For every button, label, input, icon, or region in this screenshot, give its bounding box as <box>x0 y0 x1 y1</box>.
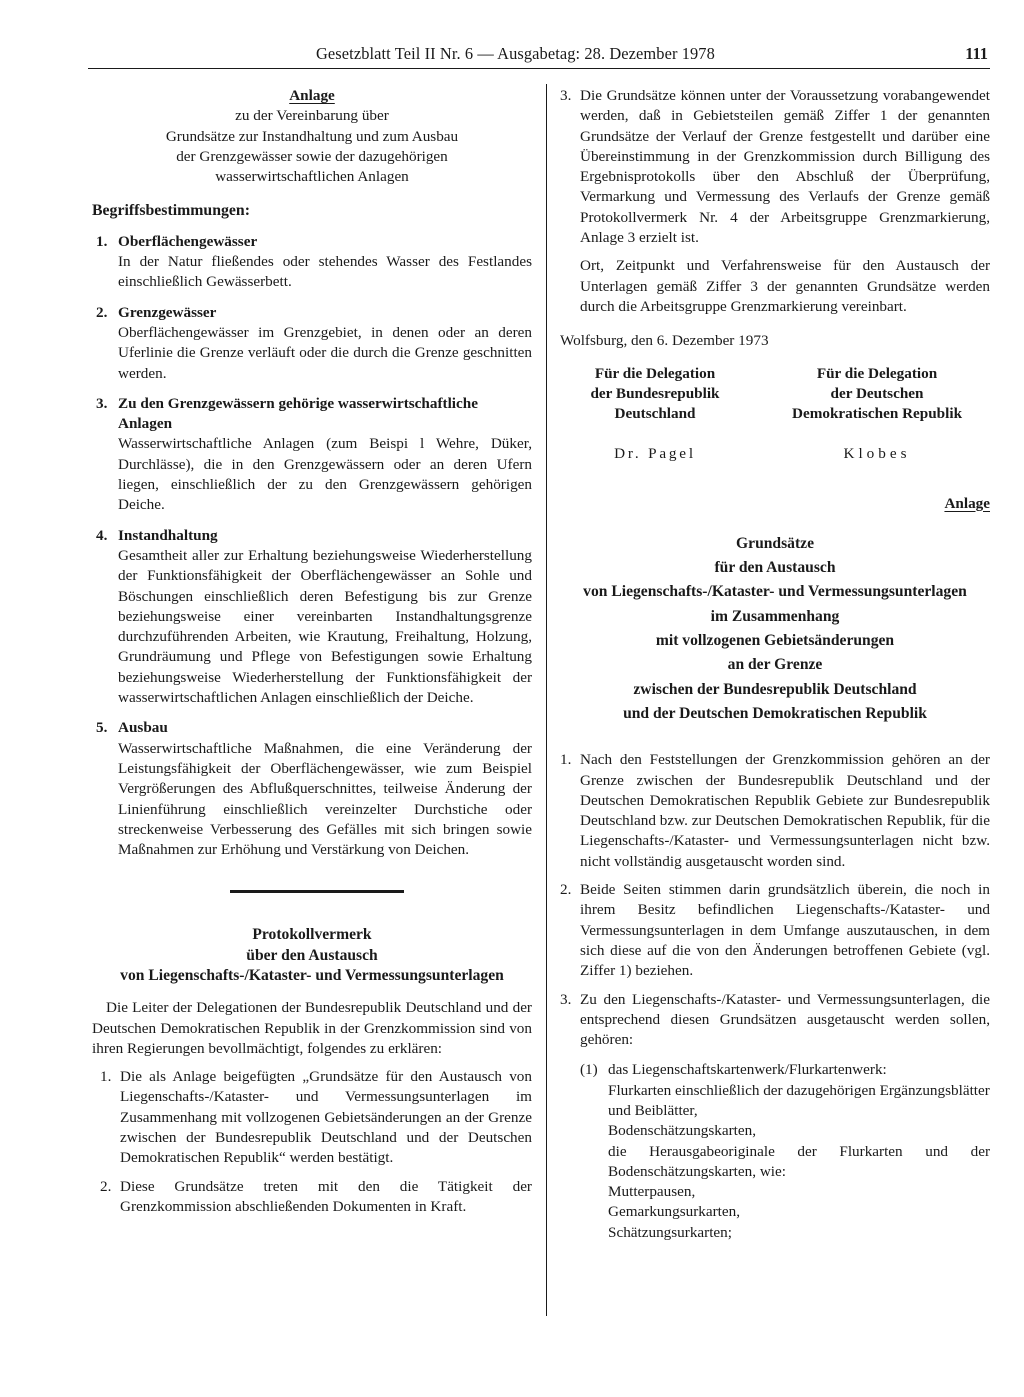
spacer <box>560 726 990 742</box>
definition-number: 3. <box>96 394 108 412</box>
principles-item-text: Nach den Feststellungen der Grenzkommission gehören an der Grenze zwischen der Bundesrepublik Deutschland und der Deutschen Demokratischen Republik Gebiete zur Bundesrepublik Deutschland bzw. zur Deutschen Demokratischen Republik, für die Liegenschafts-/Kataster- und Vermessungsunterlagen nicht bzw. nicht vollständig ausgetauscht worden sind. <box>580 751 990 870</box>
definition-term: Oberflächengewässer <box>118 232 258 250</box>
protocol-item-number: 3. <box>560 87 572 104</box>
definition-number: 2. <box>96 303 108 321</box>
signer-frg: Dr. Pagel <box>614 444 696 462</box>
definitions-label: Begriffsbestimmungen: <box>92 202 250 220</box>
definition-text: Wasserwirtschaftliche Anlagen (zum Beispi l Wehre, Düker, Durchlässe), die in den Grenzgewässern oder an deren Ufern liegen, einschließlich der zu den Grenzgewässern gehörigen Deiche. <box>118 435 532 514</box>
right-column <box>560 86 990 1243</box>
definition-number: 5. <box>96 719 108 737</box>
definition-text: Oberflächengewässer im Grenzgebiet, in denen oder an deren Uferlinie die Grenze verläuft oder die durch die Grenze geschnitten werden. <box>118 323 532 382</box>
definition-item <box>92 394 532 516</box>
protocol-title: Protokollvermerk über den Austausch von Liegenschafts-/Kataster- und Vermessungsunterlagen <box>120 926 504 984</box>
sub-item-lines: Flurkarten einschließlich der dazugehörigen Ergänzungsblätter und Beiblätter, Bodenschätzungskarten, <box>608 1081 990 1140</box>
protocol-item-text: Die als Anlage beigefügten „Grundsätze für den Austausch von Liegenschafts-/Kataster- und Vermessungsunterlagen im Zusammenhang mit vollzogenen Gebietsänderungen an der Grenze zwischen der Bundesrepublik Deutschland und der Deutschen Demokratischen Republik“ werden bestätigt. <box>120 1068 532 1167</box>
protocol-item-text-continued: Ort, Zeitpunkt und Verfahrensweise für den Austausch der Unterlagen gemäß Ziffer 3 der genannten Grundsätze werden durch die Arbeitsgruppe Grenzmarkierung vereinbart. <box>580 257 990 315</box>
definition-number: 4. <box>96 526 108 544</box>
page-header <box>88 42 990 69</box>
principles-item-number: 1. <box>560 751 572 769</box>
definition-item <box>92 718 532 860</box>
definition-item <box>92 232 532 293</box>
definition-term: Ausbau <box>118 719 168 737</box>
signer-gdr: Klobes <box>843 444 911 462</box>
principles-item <box>560 880 990 981</box>
protocol-item <box>92 1177 532 1218</box>
principles-item <box>560 750 990 872</box>
place-date: Wolfsburg, den 6. Dezember 1973 <box>560 332 769 350</box>
page-number: 111 <box>965 44 988 63</box>
sub-item <box>560 1060 990 1080</box>
left-column <box>92 86 532 1217</box>
definition-item <box>92 526 532 709</box>
annex-heading-wrap <box>92 86 532 106</box>
section-rule <box>230 890 404 893</box>
protocol-item-number: 2. <box>100 1177 112 1195</box>
principles-title: Grundsätze für den Austausch von Liegenschafts-/Kataster- und Vermessungsunterlagen im Zusammenhang mit vollzogenen Gebietsänderungen an der Grenze zwischen der Bundesrepublik Deutschland und der Deutschen Demokratischen Republik <box>583 534 967 722</box>
annex-right-heading: Anlage <box>944 494 990 512</box>
sub-item-label: das Liegenschaftskartenwerk/Flurkartenwerk: <box>608 1061 887 1079</box>
protocol-item-text: Diese Grundsätze treten mit den die Tätigkeit der Grenzkommission abschließenden Dokumenten in Kraft. <box>120 1177 532 1215</box>
principles-item <box>560 990 990 1051</box>
principles-item-text: Beide Seiten stimmen darin grundsätzlich überein, die noch in ihrem Besitz befindlichen Liegenschafts-/Kataster- und Vermessungsunterlagen in dem Umfange auszutauschen, in dem sich diese auf die von den Änderungen betroffenen Gebiete (vgl. Ziffer 1) beziehen. <box>580 881 990 980</box>
sub-item-list: Mutterpausen, Gemarkungsurkarten, Schätzungsurkarten; <box>608 1183 741 1241</box>
definition-text: Wasserwirtschaftliche Maßnahmen, die eine Veränderung der Leistungsfähigkeit der Oberflächengewässer, wie zum Beispiel Vergrößerungen des Abflußquerschnittes, teilweise Änderung der Linienführung einschließlich vereinzelter Durchstiche oder streckenweise Verbesserung des Gefälles mit sich bringen sowie Maßnahmen zur Erhöhung und Verstärkung von Deichen. <box>118 739 532 859</box>
annex-subtitle: zu der Vereinbarung über Grundsätze zur Instandhaltung und zum Ausbau der Grenzgewässer sowie der dazugehörigen wasserwirtschaftlichen Anlagen <box>165 107 459 186</box>
protocol-item <box>560 86 990 248</box>
principles-item-number: 3. <box>560 990 572 1008</box>
definition-text: In der Natur fließendes oder stehendes Wasser des Festlandes einschließlich Gewässerbett. <box>118 253 532 291</box>
definition-term: Zu den Grenzgewässern gehörige wasserwirtschaftliche Anlagen <box>118 394 478 433</box>
protocol-intro: Die Leiter der Delegationen der Bundesrepublik Deutschland und der Deutschen Demokratischen Republik in der Grenzkommission sind von ihren Regierungen bevollmächtigt, folgendes zu erklären: <box>92 999 532 1057</box>
signature-block <box>560 364 990 464</box>
definition-number: 1. <box>96 232 108 250</box>
delegation-frg: Für die Delegation der Bundesrepublik Deutschland <box>590 364 720 423</box>
header-title: Gesetzblatt Teil II Nr. 6 — Ausgabetag: 28. Dezember 1978 <box>316 44 715 63</box>
annex-heading: Anlage <box>289 87 335 104</box>
sub-item-text: die Herausgabeoriginale der Flurkarten und der Bodenschätzungskarten, wie: <box>608 1142 990 1180</box>
protocol-item <box>92 1067 532 1168</box>
protocol-item-text: Die Grundsätze können unter der Voraussetzung vorabangewendet werden, daß in Gebietsteilen gemäß Ziffer 1 der genannten Grundsätze der Verlauf der Grenze festgestellt und darüber eine Übereinstimmung in der Grenzkommission durch Billigung des Ergebnisprotokolls über den Abschluß der Überprüfung, Vermarkung und Vermessung des Verlaufs der Grenze gemäß Protokollvermerk Nr. 4 der Arbeitsgruppe Grenzmarkierung, Anlage 3 erzielt ist. <box>580 87 990 247</box>
column-divider <box>546 84 547 1316</box>
definition-item <box>92 303 532 384</box>
principles-item-number: 2. <box>560 881 572 899</box>
definition-term: Grenzgewässer <box>118 303 217 321</box>
sub-item-number: (1) <box>580 1061 598 1079</box>
delegation-gdr: Für die Delegation der Deutschen Demokratischen Republik <box>791 364 963 423</box>
principles-item-text: Zu den Liegenschafts-/Kataster- und Vermessungsunterlagen, die entsprechend diesen Grundsätzen ausgetauscht werden sollen, gehören: <box>580 990 990 1049</box>
definition-text: Gesamtheit aller zur Erhaltung beziehungsweise Wiederherstellung der Funktionsfähigkeit der Oberflächengewässer an Sohle und Böschungen einschließlich deren Befestigung bis zur Grenze beziehungsweise einer vereinbarten Instandhaltungsgrenze durchzuführenden Arbeiten, wie Krautung, Freihaltung, Holzung, Grundräumung und Pflege von Befestigungen sowie Erhaltung beziehungsweise Wiederherstellung der Funktionsfähigkeit der wasserwirtschaftlichen Anlagen einschließlich der Deiche. <box>118 546 532 707</box>
protocol-item-number: 1. <box>100 1068 112 1086</box>
definition-term: Instandhaltung <box>118 526 218 544</box>
